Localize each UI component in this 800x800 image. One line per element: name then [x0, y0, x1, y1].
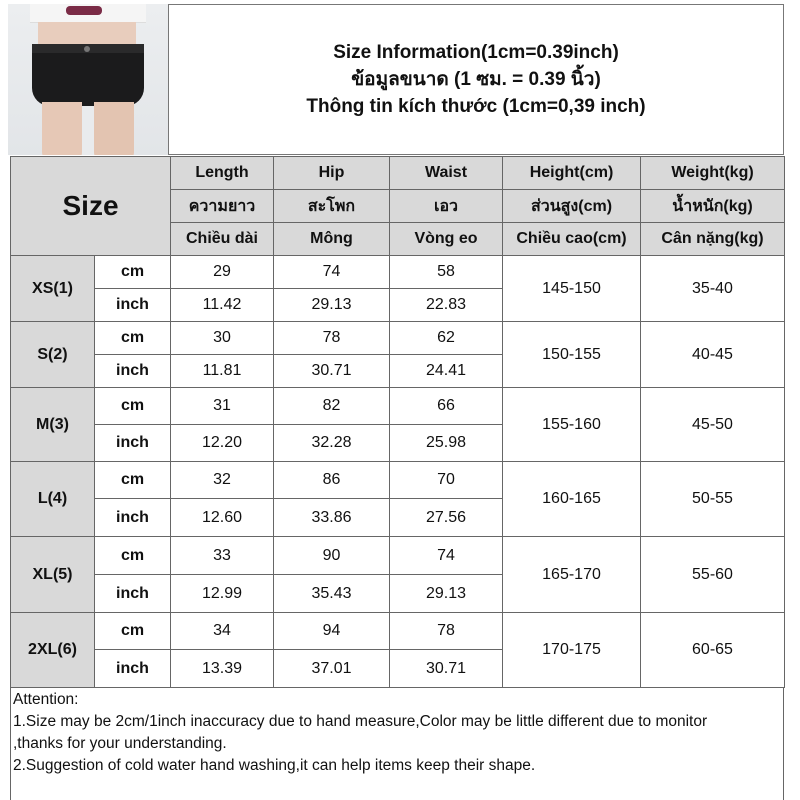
height-range: 160-165: [503, 462, 641, 537]
hip-inch: 29.13: [274, 289, 390, 322]
size-name: M(3): [11, 388, 95, 462]
col-header-height-vi: Chiều cao(cm): [503, 223, 641, 256]
unit-label-inch: inch: [95, 289, 171, 322]
col-header-waist-vi: Vòng eo: [390, 223, 503, 256]
hip-inch: 37.01: [274, 650, 390, 688]
hip-cm: 94: [274, 613, 390, 650]
waist-cm: 70: [390, 462, 503, 499]
weight-range: 35-40: [641, 256, 785, 322]
size-name: XS(1): [11, 256, 95, 322]
waist-inch: 25.98: [390, 425, 503, 462]
col-header-hip-th: สะโพก: [274, 190, 390, 223]
hip-inch: 33.86: [274, 499, 390, 537]
attention-line-1: 1.Size may be 2cm/1inch inaccuracy due to hand measure,Color may be little different due to monitor: [13, 713, 708, 730]
col-header-waist: Waist: [390, 157, 503, 190]
unit-label-cm: cm: [95, 613, 171, 650]
unit-label-inch: inch: [95, 425, 171, 462]
col-header-weight-vi: Cân nặng(kg): [641, 223, 785, 256]
hip-cm: 82: [274, 388, 390, 425]
hip-cm: 90: [274, 537, 390, 575]
banner-title-th: ข้อมูลขนาด (1 ซม. = 0.39 นิ้ว): [351, 69, 601, 90]
waist-cm: 74: [390, 537, 503, 575]
hip-cm: 86: [274, 462, 390, 499]
weight-range: 55-60: [641, 537, 785, 613]
waist-inch: 24.41: [390, 355, 503, 388]
banner-title-en: Size Information(1cm=0.39inch): [333, 42, 619, 63]
col-header-length: Length: [171, 157, 274, 190]
length-cm: 30: [171, 322, 274, 355]
unit-label-cm: cm: [95, 537, 171, 575]
length-inch: 13.39: [171, 650, 274, 688]
length-cm: 34: [171, 613, 274, 650]
table-row: [11, 537, 785, 575]
col-header-length-vi: Chiều dài: [171, 223, 274, 256]
attention-notes: [10, 687, 784, 800]
col-header-height-th: ส่วนสูง(cm): [503, 190, 641, 223]
unit-label-cm: cm: [95, 462, 171, 499]
attention-title: Attention:: [13, 691, 79, 708]
waist-cm: 62: [390, 322, 503, 355]
size-name: S(2): [11, 322, 95, 388]
hip-cm: 74: [274, 256, 390, 289]
banner-title-vi: Thông tin kích thước (1cm=0,39 inch): [306, 96, 646, 117]
table-row: [11, 388, 785, 425]
col-header-hip: Hip: [274, 157, 390, 190]
col-header-weight-th: น้ำหนัก(kg): [641, 190, 785, 223]
size-info-banner: [168, 4, 784, 155]
unit-label-inch: inch: [95, 650, 171, 688]
col-header-weight: Weight(kg): [641, 157, 785, 190]
height-range: 145-150: [503, 256, 641, 322]
length-inch: 12.60: [171, 499, 274, 537]
size-name: 2XL(6): [11, 613, 95, 688]
hip-inch: 35.43: [274, 575, 390, 613]
col-header-hip-vi: Mông: [274, 223, 390, 256]
length-cm: 33: [171, 537, 274, 575]
header-row-en: [11, 157, 785, 190]
col-header-waist-th: เอว: [390, 190, 503, 223]
hip-inch: 32.28: [274, 425, 390, 462]
height-range: 165-170: [503, 537, 641, 613]
hip-cm: 78: [274, 322, 390, 355]
waist-cm: 66: [390, 388, 503, 425]
unit-label-cm: cm: [95, 322, 171, 355]
size-table: [10, 156, 785, 688]
table-row: [11, 462, 785, 499]
length-cm: 29: [171, 256, 274, 289]
size-table-body: [11, 157, 785, 688]
weight-range: 60-65: [641, 613, 785, 688]
weight-range: 50-55: [641, 462, 785, 537]
unit-label-cm: cm: [95, 388, 171, 425]
waist-cm: 58: [390, 256, 503, 289]
size-header: Size: [11, 157, 171, 256]
weight-range: 45-50: [641, 388, 785, 462]
height-range: 170-175: [503, 613, 641, 688]
attention-line-3: 2.Suggestion of cold water hand washing,it can help items keep their shape.: [13, 757, 536, 774]
table-row: [11, 322, 785, 355]
size-name: L(4): [11, 462, 95, 537]
weight-range: 40-45: [641, 322, 785, 388]
length-inch: 11.81: [171, 355, 274, 388]
length-inch: 11.42: [171, 289, 274, 322]
unit-label-cm: cm: [95, 256, 171, 289]
unit-label-inch: inch: [95, 575, 171, 613]
length-cm: 31: [171, 388, 274, 425]
height-range: 155-160: [503, 388, 641, 462]
table-row: [11, 613, 785, 650]
length-inch: 12.20: [171, 425, 274, 462]
waist-inch: 22.83: [390, 289, 503, 322]
waist-inch: 27.56: [390, 499, 503, 537]
product-photo: [8, 4, 168, 155]
height-range: 150-155: [503, 322, 641, 388]
col-header-length-th: ความยาว: [171, 190, 274, 223]
unit-label-inch: inch: [95, 355, 171, 388]
unit-label-inch: inch: [95, 499, 171, 537]
attention-line-2: ,thanks for your understanding.: [13, 735, 227, 752]
hip-inch: 30.71: [274, 355, 390, 388]
waist-inch: 30.71: [390, 650, 503, 688]
waist-inch: 29.13: [390, 575, 503, 613]
waist-cm: 78: [390, 613, 503, 650]
size-name: XL(5): [11, 537, 95, 613]
length-cm: 32: [171, 462, 274, 499]
table-row: [11, 256, 785, 289]
col-header-height: Height(cm): [503, 157, 641, 190]
length-inch: 12.99: [171, 575, 274, 613]
